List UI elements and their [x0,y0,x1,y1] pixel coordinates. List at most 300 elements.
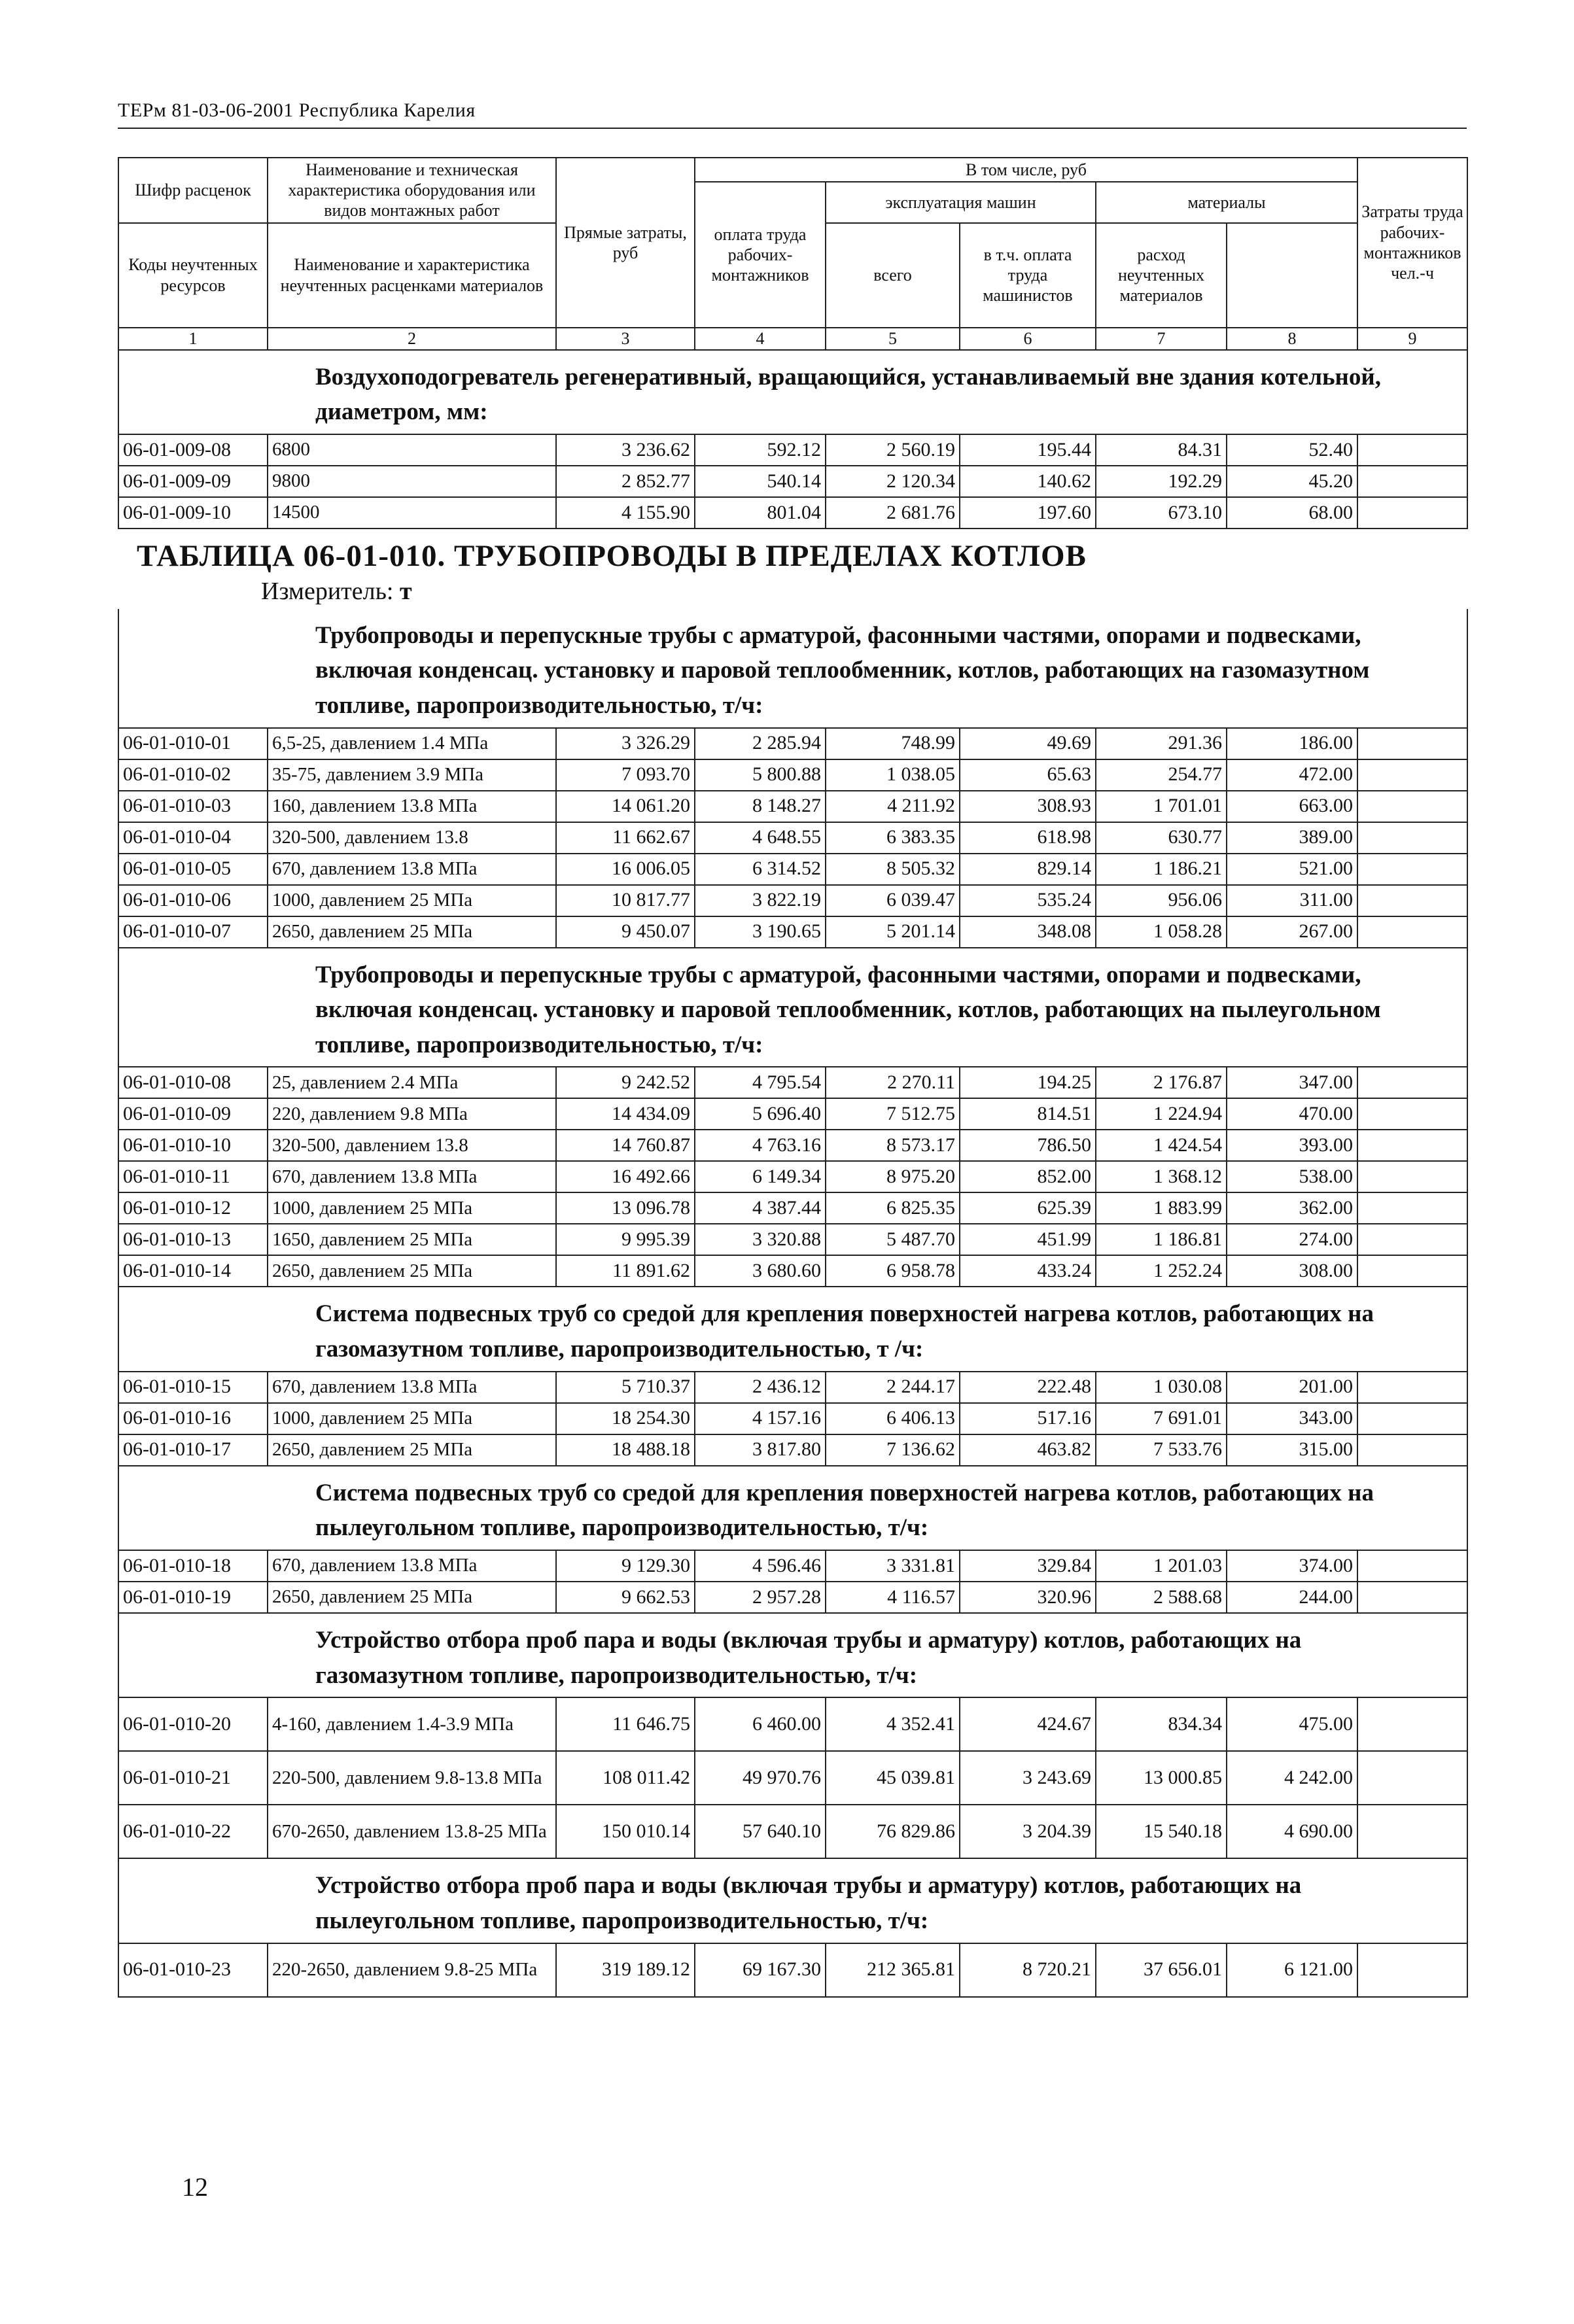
labor-pay: 3 680.60 [695,1255,826,1287]
col-labor-hours: Затраты труда рабочих-монтажников чел.-ч [1357,158,1467,328]
table-row [118,1098,1467,1130]
labor-hours: 315.00 [1227,1434,1357,1466]
table-row [118,1550,1467,1582]
labor-hours: 267.00 [1227,916,1357,948]
labor-hours: 374.00 [1227,1550,1357,1582]
labor-hours: 4 690.00 [1227,1805,1357,1858]
labor-pay: 5 696.40 [695,1098,826,1130]
rate-code: 06-01-010-03 [118,791,268,822]
section-coal-sampling [118,1858,1467,1996]
table-row [118,497,1467,529]
machines-total: 6 406.13 [826,1403,960,1434]
work-name: 1000, давлением 25 МПа [268,1403,556,1434]
table-row [118,1255,1467,1287]
direct-cost: 4 155.90 [556,497,695,529]
machinist-pay: 3 243.69 [960,1751,1096,1805]
rate-code: 06-01-010-10 [118,1130,268,1161]
labor-hours: 68.00 [1227,497,1357,529]
rate-code: 06-01-009-08 [118,434,268,466]
materials-cost: 1 883.99 [1096,1192,1227,1224]
materials-cost: 291.36 [1096,728,1227,759]
labor-hours: 393.00 [1227,1130,1357,1161]
direct-cost: 11 891.62 [556,1255,695,1287]
section-title: Устройство отбора проб пара и воды (включая трубы и арматуру) котлов, работающих на пылеугольном топливе, паропроизводительностью, т/ч: [118,1858,1467,1943]
rate-code: 06-01-010-08 [118,1067,268,1098]
labor-pay: 4 648.55 [695,822,826,854]
section-gas-oil-pipes [118,609,1467,948]
machines-total: 6 825.35 [826,1192,960,1224]
mass-cell [1357,854,1467,885]
materials-cost: 1 201.03 [1096,1550,1227,1582]
work-name: 6800 [268,434,556,466]
rate-code: 06-01-010-15 [118,1372,268,1403]
labor-pay: 4 387.44 [695,1192,826,1224]
labor-hours: 201.00 [1227,1372,1357,1403]
materials-cost: 1 030.08 [1096,1372,1227,1403]
materials-cost: 254.77 [1096,759,1227,791]
machines-total: 6 383.35 [826,822,960,854]
unit-value: т [400,577,412,605]
machines-total: 2 120.34 [826,466,960,497]
labor-hours: 362.00 [1227,1192,1357,1224]
section-coal-suspension [118,1466,1467,1613]
labor-pay: 6 460.00 [695,1697,826,1751]
mass-cell [1357,1255,1467,1287]
table-heading: ТАБЛИЦА 06-01-010. ТРУБОПРОВОДЫ В ПРЕДЕЛАХ КОТЛОВ [137,538,1087,573]
table-row [118,1192,1467,1224]
machines-total: 45 039.81 [826,1751,960,1805]
section-air-heater [118,350,1467,529]
machinist-pay: 222.48 [960,1372,1096,1403]
mass-cell [1357,1805,1467,1858]
table-row [118,1130,1467,1161]
machines-total: 3 331.81 [826,1550,960,1582]
machinist-pay: 463.82 [960,1434,1096,1466]
machinist-pay: 433.24 [960,1255,1096,1287]
labor-hours: 347.00 [1227,1067,1357,1098]
col-machines-total: всего [826,223,960,328]
running-header: ТЕРм 81-03-06-2001 Республика Карелия [118,99,476,121]
work-name: 25, давлением 2.4 МПа [268,1067,556,1098]
machinist-pay: 829.14 [960,854,1096,885]
column-number: 7 [1096,328,1227,350]
work-name: 670, давлением 13.8 МПа [268,1550,556,1582]
mass-cell [1357,1098,1467,1130]
section-coal-pipes [118,948,1467,1287]
col-machinist-pay: в т.ч. оплата труда машинистов [960,223,1096,328]
labor-pay: 8 148.27 [695,791,826,822]
labor-hours: 186.00 [1227,728,1357,759]
mass-cell [1357,1403,1467,1434]
col-empty [1227,223,1357,328]
direct-cost: 14 434.09 [556,1098,695,1130]
mass-cell [1357,916,1467,948]
work-name: 220, давлением 9.8 МПа [268,1098,556,1130]
machinist-pay: 197.60 [960,497,1096,529]
section-gas-oil-suspension [118,1287,1467,1465]
machinist-pay: 65.63 [960,759,1096,791]
table-row [118,466,1467,497]
rate-code: 06-01-010-12 [118,1192,268,1224]
materials-cost: 673.10 [1096,497,1227,529]
mass-cell [1357,1434,1467,1466]
labor-hours: 663.00 [1227,791,1357,822]
labor-hours: 470.00 [1227,1098,1357,1130]
work-name: 320-500, давлением 13.8 [268,1130,556,1161]
col-direct: Прямые затраты, руб [556,158,695,328]
machinist-pay: 49.69 [960,728,1096,759]
machines-total: 8 975.20 [826,1161,960,1192]
work-name: 670, давлением 13.8 МПа [268,1372,556,1403]
rate-code: 06-01-010-21 [118,1751,268,1805]
col-machines: эксплуатация машин [826,182,1096,222]
work-name: 160, давлением 13.8 МПа [268,791,556,822]
work-name: 2650, давлением 25 МПа [268,1434,556,1466]
machines-total: 5 487.70 [826,1224,960,1255]
machinist-pay: 8 720.21 [960,1943,1096,1997]
mass-cell [1357,885,1467,916]
work-name: 4-160, давлением 1.4-3.9 МПа [268,1697,556,1751]
labor-pay: 3 817.80 [695,1434,826,1466]
direct-cost: 11 662.67 [556,822,695,854]
materials-cost: 1 368.12 [1096,1161,1227,1192]
col-labor-pay: оплата труда рабочих-монтажников [695,182,826,327]
mass-cell [1357,497,1467,529]
column-number: 6 [960,328,1096,350]
labor-hours: 4 242.00 [1227,1751,1357,1805]
machinist-pay: 852.00 [960,1161,1096,1192]
labor-hours: 311.00 [1227,885,1357,916]
machinist-pay: 348.08 [960,916,1096,948]
section-title: Трубопроводы и перепускные трубы с арматурой, фасонными частями, опорами и подвесками, включая конденсац. установку и паровой теплообменник, котлов, работающих на газомазутном топливе, паропроизводительностью, т/ч: [118,609,1467,728]
rate-code: 06-01-010-20 [118,1697,268,1751]
work-name: 9800 [268,466,556,497]
mass-cell [1357,791,1467,822]
rate-code: 06-01-009-09 [118,466,268,497]
direct-cost: 319 189.12 [556,1943,695,1997]
machines-total: 212 365.81 [826,1943,960,1997]
column-number: 9 [1357,328,1467,350]
materials-cost: 15 540.18 [1096,1805,1227,1858]
col-code-top: Шифр расценок [118,158,268,223]
machines-total: 4 352.41 [826,1697,960,1751]
machinist-pay: 625.39 [960,1192,1096,1224]
machinist-pay: 195.44 [960,434,1096,466]
mass-cell [1357,1697,1467,1751]
work-name: 1000, давлением 25 МПа [268,1192,556,1224]
labor-pay: 4 596.46 [695,1550,826,1582]
materials-cost: 84.31 [1096,434,1227,466]
table-row [118,822,1467,854]
rate-code: 06-01-010-11 [118,1161,268,1192]
materials-cost: 834.34 [1096,1697,1227,1751]
table-row [118,1372,1467,1403]
work-name: 670-2650, давлением 13.8-25 МПа [268,1805,556,1858]
labor-hours: 45.20 [1227,466,1357,497]
machines-total: 7 512.75 [826,1098,960,1130]
labor-pay: 69 167.30 [695,1943,826,1997]
direct-cost: 14 061.20 [556,791,695,822]
work-name: 1650, давлением 25 МПа [268,1224,556,1255]
labor-hours: 472.00 [1227,759,1357,791]
rate-code: 06-01-010-01 [118,728,268,759]
labor-hours: 244.00 [1227,1582,1357,1613]
direct-cost: 3 236.62 [556,434,695,466]
machinist-pay: 814.51 [960,1098,1096,1130]
col-incl: В том числе, руб [695,158,1357,182]
rate-code: 06-01-010-07 [118,916,268,948]
table-row [118,1751,1467,1805]
table-row [118,1403,1467,1434]
labor-pay: 4 157.16 [695,1403,826,1434]
work-name: 35-75, давлением 3.9 МПа [268,759,556,791]
rate-code: 06-01-009-10 [118,497,268,529]
machines-total: 2 270.11 [826,1067,960,1098]
table-row [118,791,1467,822]
labor-hours: 52.40 [1227,434,1357,466]
work-name: 14500 [268,497,556,529]
materials-cost: 7 691.01 [1096,1403,1227,1434]
column-number: 5 [826,328,960,350]
work-name: 2650, давлением 25 МПа [268,1582,556,1613]
machines-total: 6 039.47 [826,885,960,916]
machines-total: 1 038.05 [826,759,960,791]
header-rule [118,128,1467,129]
rate-code: 06-01-010-14 [118,1255,268,1287]
table-row [118,1582,1467,1613]
table-row [118,759,1467,791]
machines-total: 8 573.17 [826,1130,960,1161]
rate-code: 06-01-010-23 [118,1943,268,1997]
unit-line [137,578,1467,606]
labor-pay: 57 640.10 [695,1805,826,1858]
direct-cost: 150 010.14 [556,1805,695,1858]
table-row [118,1224,1467,1255]
rate-code: 06-01-010-06 [118,885,268,916]
machines-total: 4 116.57 [826,1582,960,1613]
machines-total: 76 829.86 [826,1805,960,1858]
labor-pay: 5 800.88 [695,759,826,791]
rate-code: 06-01-010-18 [118,1550,268,1582]
direct-cost: 9 995.39 [556,1224,695,1255]
labor-pay: 2 436.12 [695,1372,826,1403]
machinist-pay: 535.24 [960,885,1096,916]
labor-pay: 592.12 [695,434,826,466]
section-title: Система подвесных труб со средой для крепления поверхностей нагрева котлов, работающих на газомазутном топливе, паропроизводительностью, т /ч: [118,1287,1467,1371]
table-row [118,885,1467,916]
machinist-pay: 3 204.39 [960,1805,1096,1858]
rate-code: 06-01-010-16 [118,1403,268,1434]
materials-cost: 37 656.01 [1096,1943,1227,1997]
materials-cost: 1 424.54 [1096,1130,1227,1161]
materials-cost: 2 588.68 [1096,1582,1227,1613]
direct-cost: 16 006.05 [556,854,695,885]
col-materials: материалы [1096,182,1357,222]
machines-total: 2 244.17 [826,1372,960,1403]
section-title: Устройство отбора проб пара и воды (включая трубы и арматуру) котлов, работающих на газомазутном топливе, паропроизводительностью, т/ч: [118,1613,1467,1697]
labor-hours: 343.00 [1227,1403,1357,1434]
rates-table [118,157,1468,1998]
direct-cost: 7 093.70 [556,759,695,791]
materials-cost: 7 533.76 [1096,1434,1227,1466]
section-title: Трубопроводы и перепускные трубы с арматурой, фасонными частями, опорами и подвесками, включая конденсац. установку и паровой теплообменник, котлов, работающих на пылеугольном топливе, паропроизводительностью, т/ч: [118,948,1467,1067]
labor-pay: 6 314.52 [695,854,826,885]
direct-cost: 10 817.77 [556,885,695,916]
materials-cost: 1 186.81 [1096,1224,1227,1255]
machines-total: 8 505.32 [826,854,960,885]
labor-hours: 389.00 [1227,822,1357,854]
mass-cell [1357,1751,1467,1805]
machinist-pay: 517.16 [960,1403,1096,1434]
materials-cost: 1 058.28 [1096,916,1227,948]
labor-pay: 4 763.16 [695,1130,826,1161]
mass-cell [1357,1224,1467,1255]
rate-code: 06-01-010-02 [118,759,268,791]
mass-cell [1357,728,1467,759]
col-name-bottom: Наименование и характеристика неучтенных расценками материалов [268,223,556,328]
work-name: 1000, давлением 25 МПа [268,885,556,916]
labor-hours: 6 121.00 [1227,1943,1357,1997]
table-row [118,916,1467,948]
rate-code: 06-01-010-04 [118,822,268,854]
machinist-pay: 451.99 [960,1224,1096,1255]
column-number: 2 [268,328,556,350]
table-title-block [118,529,1467,609]
work-name: 320-500, давлением 13.8 [268,822,556,854]
labor-pay: 4 795.54 [695,1067,826,1098]
direct-cost: 14 760.87 [556,1130,695,1161]
materials-cost: 1 186.21 [1096,854,1227,885]
work-name: 670, давлением 13.8 МПа [268,1161,556,1192]
direct-cost: 9 242.52 [556,1067,695,1098]
direct-cost: 3 326.29 [556,728,695,759]
materials-cost: 956.06 [1096,885,1227,916]
rate-code: 06-01-010-05 [118,854,268,885]
labor-hours: 308.00 [1227,1255,1357,1287]
machinist-pay: 308.93 [960,791,1096,822]
direct-cost: 9 662.53 [556,1582,695,1613]
mass-cell [1357,1582,1467,1613]
materials-cost: 1 701.01 [1096,791,1227,822]
machinist-pay: 320.96 [960,1582,1096,1613]
mass-cell [1357,759,1467,791]
direct-cost: 11 646.75 [556,1697,695,1751]
mass-cell [1357,1372,1467,1403]
column-number: 8 [1227,328,1357,350]
mass-cell [1357,1550,1467,1582]
unit-label: Измеритель: [261,577,394,605]
materials-cost: 1 224.94 [1096,1098,1227,1130]
table-row [118,1161,1467,1192]
labor-pay: 6 149.34 [695,1161,826,1192]
machines-total: 5 201.14 [826,916,960,948]
machinist-pay: 424.67 [960,1697,1096,1751]
mass-cell [1357,1067,1467,1098]
table-row [118,1434,1467,1466]
machinist-pay: 618.98 [960,822,1096,854]
labor-pay: 3 822.19 [695,885,826,916]
machines-total: 748.99 [826,728,960,759]
rate-code: 06-01-010-13 [118,1224,268,1255]
machinist-pay: 194.25 [960,1067,1096,1098]
machinist-pay: 140.62 [960,466,1096,497]
labor-pay: 2 285.94 [695,728,826,759]
machines-total: 2 560.19 [826,434,960,466]
labor-hours: 475.00 [1227,1697,1357,1751]
table-row [118,728,1467,759]
mass-cell [1357,1130,1467,1161]
machinist-pay: 786.50 [960,1130,1096,1161]
column-number: 1 [118,328,268,350]
mass-cell [1357,434,1467,466]
work-name: 2650, давлением 25 МПа [268,1255,556,1287]
materials-cost: 13 000.85 [1096,1751,1227,1805]
work-name: 670, давлением 13.8 МПа [268,854,556,885]
col-name-top: Наименование и техническая характеристика оборудования или видов монтажных работ [268,158,556,223]
direct-cost: 18 488.18 [556,1434,695,1466]
materials-cost: 192.29 [1096,466,1227,497]
labor-pay: 801.04 [695,497,826,529]
direct-cost: 16 492.66 [556,1161,695,1192]
machines-total: 7 136.62 [826,1434,960,1466]
table-row [118,854,1467,885]
machinist-pay: 329.84 [960,1550,1096,1582]
column-numbers-row [118,328,1467,350]
table-row [118,1805,1467,1858]
table-row [118,1697,1467,1751]
labor-hours: 521.00 [1227,854,1357,885]
work-name: 220-2650, давлением 9.8-25 МПа [268,1943,556,1997]
machines-total: 2 681.76 [826,497,960,529]
rate-code: 06-01-010-17 [118,1434,268,1466]
labor-hours: 274.00 [1227,1224,1357,1255]
rate-code: 06-01-010-19 [118,1582,268,1613]
direct-cost: 9 450.07 [556,916,695,948]
labor-pay: 540.14 [695,466,826,497]
column-number: 4 [695,328,826,350]
direct-cost: 18 254.30 [556,1403,695,1434]
direct-cost: 2 852.77 [556,466,695,497]
mass-cell [1357,822,1467,854]
mass-cell [1357,466,1467,497]
materials-cost: 2 176.87 [1096,1067,1227,1098]
column-number: 3 [556,328,695,350]
labor-pay: 2 957.28 [695,1582,826,1613]
machines-total: 4 211.92 [826,791,960,822]
direct-cost: 13 096.78 [556,1192,695,1224]
labor-pay: 3 320.88 [695,1224,826,1255]
direct-cost: 9 129.30 [556,1550,695,1582]
rate-code: 06-01-010-22 [118,1805,268,1858]
section-title: Воздухоподогреватель регенеративный, вращающийся, устанавливаемый вне здания котельной, диаметром, мм: [118,350,1467,434]
machines-total: 6 958.78 [826,1255,960,1287]
table-row [118,1943,1467,1997]
labor-pay: 3 190.65 [695,916,826,948]
mass-cell [1357,1943,1467,1997]
col-code-bottom: Коды неучтенных ресурсов [118,223,268,328]
table-row [118,434,1467,466]
work-name: 2650, давлением 25 МПа [268,916,556,948]
work-name: 6,5-25, давлением 1.4 МПа [268,728,556,759]
section-gas-oil-sampling [118,1613,1467,1858]
direct-cost: 108 011.42 [556,1751,695,1805]
col-materials-cost: расход неучтенных материалов [1096,223,1227,328]
section-title: Система подвесных труб со средой для крепления поверхностей нагрева котлов, работающих на пылеугольном топливе, паропроизводительностью, т/ч: [118,1466,1467,1550]
mass-cell [1357,1161,1467,1192]
page-number: 12 [182,2172,208,2202]
labor-pay: 49 970.76 [695,1751,826,1805]
work-name: 220-500, давлением 9.8-13.8 МПа [268,1751,556,1805]
